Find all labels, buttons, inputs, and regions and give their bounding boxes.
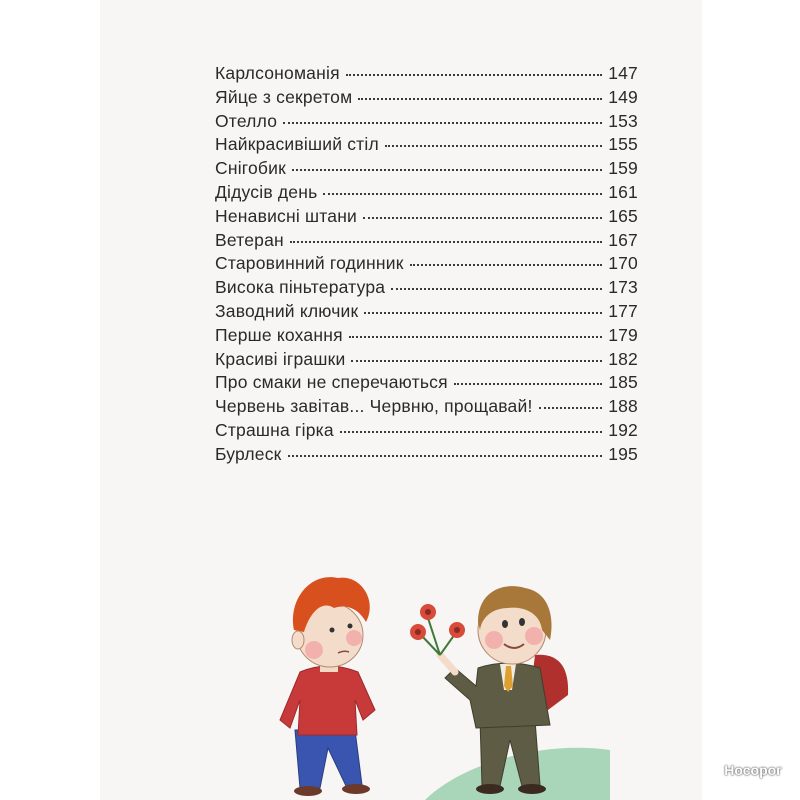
toc-entry-title: Перше кохання [215,324,343,345]
dot-leader [340,427,602,433]
toc-entry-title: Ненависні штани [215,205,358,226]
toc-entry [215,301,638,325]
toc-entry-title: Дідусів день [215,181,318,202]
dot-leader [351,356,602,362]
toc-entry [215,349,638,373]
toc-entry [215,253,638,277]
toc-entry-title: Заводний ключик [215,300,359,321]
toc-entry-page: 153 [608,110,638,131]
dot-leader [410,260,602,266]
toc-entry-title: Бурлеск [215,443,282,464]
toc-entry-page: 179 [608,324,638,345]
toc-entry-title: Найкрасивіший стіл [215,134,379,155]
toc-entry [215,325,638,349]
toc-entry [215,230,638,254]
dot-leader [349,332,602,338]
toc-entry [215,134,638,158]
toc-entry-page: 161 [608,181,638,202]
toc-entry-page: 170 [608,253,638,274]
toc-entry [215,182,638,206]
dot-leader [385,141,602,147]
dot-leader [363,213,602,219]
flower-bouquet [410,604,465,655]
toc-entry [215,111,638,135]
toc-entry [215,396,638,420]
toc-entry-page: 147 [608,63,638,83]
toc-entry [215,444,638,468]
toc-entry-title: Карлсономанія [215,63,340,83]
toc-entry [215,372,638,396]
toc-entry-page: 155 [608,134,638,155]
toc-entry-page: 159 [608,158,638,179]
toc-entry-page: 177 [608,300,638,321]
dot-leader [364,308,602,314]
toc-entry-page: 195 [608,443,638,464]
toc-entry-page: 185 [608,372,638,393]
table-of-contents [215,63,638,468]
publisher-watermark: Носорог [724,762,782,778]
toc-entry-page: 188 [608,396,638,417]
toc-entry-page: 149 [608,86,638,107]
dot-leader [292,165,602,171]
toc-entry [215,277,638,301]
dot-leader [283,118,602,124]
toc-entry-page: 192 [608,419,638,440]
dot-leader [346,70,602,76]
toc-entry-title: Страшна гірка [215,419,334,440]
toc-entry-page: 167 [608,229,638,250]
toc-entry-title: Про смаки не сперечаються [215,372,448,393]
toc-entry [215,63,638,87]
toc-entry-title: Старовинний годинник [215,253,404,274]
toc-entry-title: Красиві іграшки [215,348,346,369]
two-boys-illustration [250,560,610,800]
toc-entry [215,420,638,444]
toc-entry-page: 182 [608,348,638,369]
dot-leader [323,189,602,195]
toc-entry-page: 165 [608,205,638,226]
toc-entry-title: Ветеран [215,229,284,250]
toc-entry-title: Отелло [215,110,278,131]
dot-leader [358,94,602,100]
toc-entry-title: Червень завітав... Червню, прощавай! [215,396,533,417]
toc-entry-title: Яйце з секретом [215,86,353,107]
toc-entry [215,158,638,182]
dot-leader [391,284,602,290]
toc-entry-title: Снігобик [215,158,286,179]
dot-leader [454,379,602,385]
toc-entry-page: 173 [608,277,638,298]
dot-leader [290,237,602,243]
toc-entry-title: Висока пiньтература [215,277,386,298]
toc-entry [215,87,638,111]
left-boy [280,577,375,796]
dot-leader [288,451,602,457]
toc-entry [215,206,638,230]
dot-leader [539,403,602,409]
